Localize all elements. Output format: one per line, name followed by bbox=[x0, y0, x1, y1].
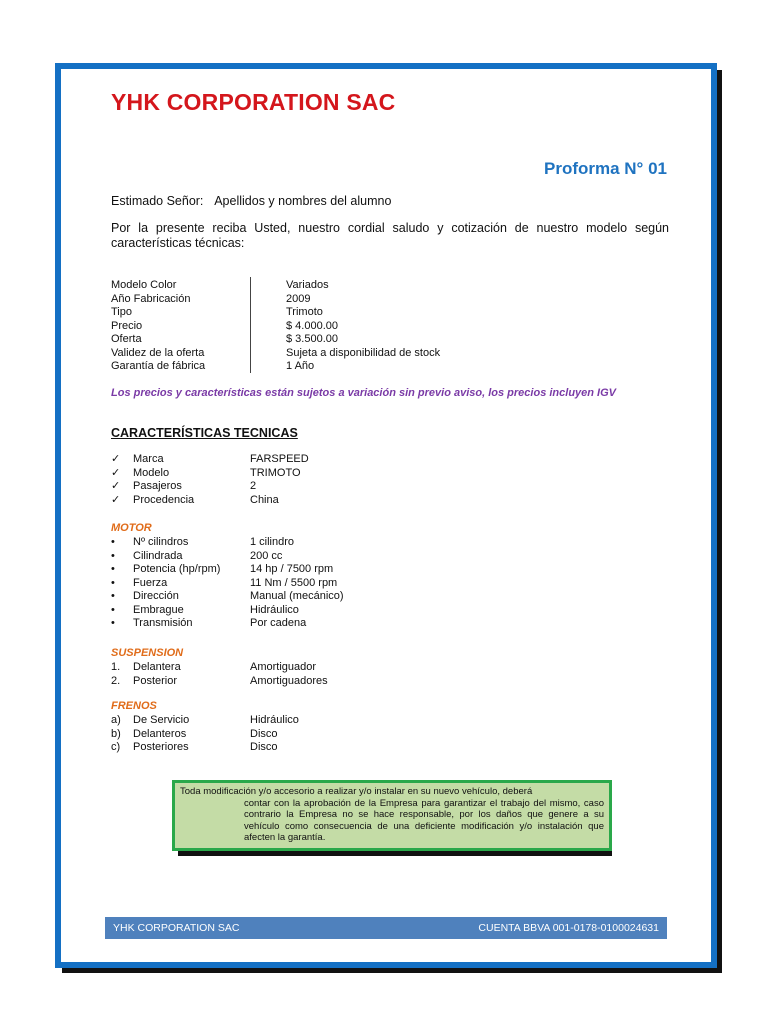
item-value: Disco bbox=[250, 727, 278, 740]
notice-first-line: Toda modificación y/o accesorio a realizar y/o instalar en su nuevo vehículo, deberá bbox=[180, 786, 533, 797]
proforma-number: Proforma N° 01 bbox=[543, 159, 667, 178]
check-icon: ✓ bbox=[111, 466, 121, 479]
bullet-icon: • bbox=[111, 603, 115, 616]
item-label: Delantera bbox=[133, 661, 181, 673]
item-value: 14 hp / 7500 rpm bbox=[250, 563, 334, 575]
motor-title: MOTOR bbox=[111, 522, 152, 534]
item-number: 2. bbox=[111, 674, 121, 687]
bullet-icon: • bbox=[111, 576, 115, 589]
spec-value: Trimoto bbox=[286, 306, 323, 318]
spec-value: 2009 bbox=[286, 292, 311, 305]
item-label: Pasajeros bbox=[133, 480, 182, 492]
check-icon: ✓ bbox=[111, 453, 121, 465]
item-value: Amortiguadores bbox=[250, 674, 328, 687]
greeting-label: Estimado Señor: bbox=[111, 194, 204, 208]
spec-value: $ 4.000.00 bbox=[286, 319, 338, 332]
spec-label: Oferta bbox=[111, 333, 142, 345]
bullet-icon: • bbox=[111, 549, 115, 562]
item-number: 1. bbox=[111, 661, 121, 673]
item-letter: b) bbox=[111, 727, 121, 740]
item-value: 200 cc bbox=[250, 549, 283, 562]
item-label: Modelo bbox=[133, 466, 170, 479]
spec-label: Modelo Color bbox=[111, 279, 177, 291]
spec-value: $ 3.500.00 bbox=[286, 333, 338, 345]
item-label: Potencia (hp/rpm) bbox=[133, 563, 221, 575]
item-value: Manual (mecánico) bbox=[250, 590, 344, 602]
spec-value: 1 Año bbox=[286, 360, 315, 372]
item-value: Hidráulico bbox=[250, 603, 299, 616]
footer-bar bbox=[105, 917, 667, 939]
item-value: Disco bbox=[250, 741, 278, 753]
document-page bbox=[55, 63, 717, 968]
item-label: Nº cilindros bbox=[133, 536, 189, 548]
spec-label: Año Fabricación bbox=[111, 292, 191, 305]
bullet-icon: • bbox=[111, 563, 115, 575]
suspension-title: SUSPENSION bbox=[111, 647, 184, 659]
item-letter: a) bbox=[111, 714, 121, 726]
section-heading: CARACTERÍSTICAS TECNICAS bbox=[111, 426, 298, 440]
item-value: 1 cilindro bbox=[250, 536, 295, 548]
check-icon: ✓ bbox=[111, 480, 121, 492]
notice-body: contar con la aprobación de la Empresa para garantizar el trabajo del mismo, caso contrario la Empresa no se hace responsable, por los daños que genere a su vehículo como consecuencia de una deficiente modificación y/o instalación que afecten la garantía. bbox=[244, 797, 604, 843]
item-label: Dirección bbox=[133, 590, 179, 602]
spec-labels bbox=[111, 279, 261, 374]
frenos-title: FRENOS bbox=[111, 700, 157, 712]
greeting-name: Apellidos y nombres del alumno bbox=[214, 194, 392, 208]
company-title: YHK CORPORATION SAC bbox=[111, 89, 396, 115]
intro-paragraph: Por la presente reciba Usted, nuestro cordial saludo y cotización de nuestro modelo según características técnicas: bbox=[111, 221, 669, 250]
item-value: Por cadena bbox=[250, 617, 307, 629]
item-value: 2 bbox=[250, 480, 257, 492]
spec-label: Validez de la oferta bbox=[111, 346, 205, 359]
item-label: De Servicio bbox=[133, 714, 190, 726]
item-label: Cilindrada bbox=[133, 549, 183, 562]
spec-values bbox=[286, 279, 586, 374]
bullet-icon: • bbox=[111, 617, 115, 629]
warranty-notice bbox=[172, 780, 612, 851]
item-label: Fuerza bbox=[133, 576, 168, 589]
item-label: Posteriores bbox=[133, 741, 189, 753]
item-value: 11 Nm / 5500 rpm bbox=[250, 576, 338, 589]
spec-label: Tipo bbox=[111, 306, 132, 318]
item-value: Hidráulico bbox=[250, 714, 299, 726]
footer-account: CUENTA BBVA 001-0178-0100024631 bbox=[478, 922, 659, 934]
item-label: Embrague bbox=[133, 603, 184, 616]
item-value: FARSPEED bbox=[250, 453, 309, 465]
price-note: Los precios y características están sujetos a variación sin previo aviso, los precios incluyen IGV bbox=[111, 387, 616, 399]
spec-value: Variados bbox=[286, 279, 329, 291]
item-value: Amortiguador bbox=[250, 661, 317, 673]
item-letter: c) bbox=[111, 741, 121, 753]
spec-label: Garantía de fábrica bbox=[111, 360, 206, 372]
spec-value: Sujeta a disponibilidad de stock bbox=[286, 346, 441, 359]
footer-company: YHK CORPORATION SAC bbox=[113, 922, 240, 934]
item-label: Marca bbox=[133, 453, 164, 465]
greeting bbox=[111, 194, 391, 208]
bullet-icon: • bbox=[111, 590, 115, 602]
item-label: Transmisión bbox=[133, 617, 193, 629]
item-label: Procedencia bbox=[133, 493, 195, 506]
check-icon: ✓ bbox=[111, 493, 121, 506]
item-value: TRIMOTO bbox=[250, 466, 301, 479]
item-value: China bbox=[250, 493, 279, 506]
bullet-icon: • bbox=[111, 536, 115, 548]
item-label: Delanteros bbox=[133, 727, 187, 740]
item-label: Posterior bbox=[133, 674, 178, 687]
spec-label: Precio bbox=[111, 319, 143, 332]
